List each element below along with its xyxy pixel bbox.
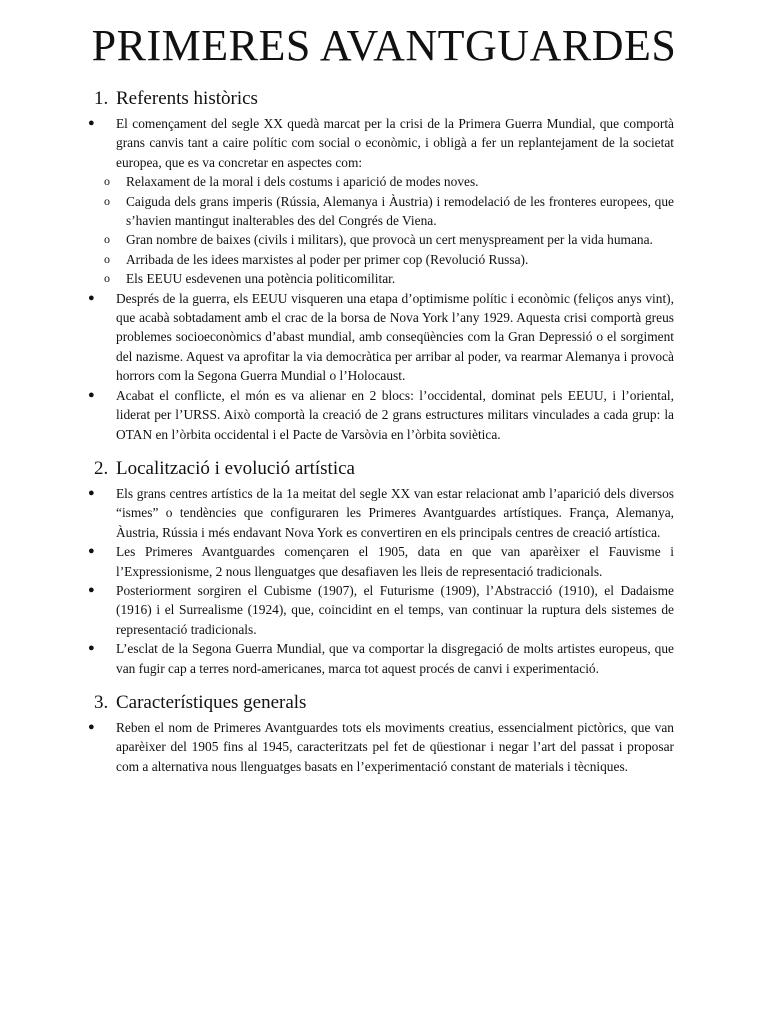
document-body [88,86,674,776]
item-text: El començament del segle XX quedà marcat per la crisi de la Primera Guerra Mundial, que comportà grans canvis tant a caire polític com social o econòmic, i obligà a fer un replantejament de la societat europea, que es va concretar en aspectes com: [116,116,674,170]
bullet-icon: ● [88,291,95,304]
circle-bullet-icon: o [104,232,110,247]
section-caracteristiques-generals [88,690,674,776]
bullet-icon: ● [88,642,95,655]
bullet-icon: ● [88,583,95,596]
list-item [88,718,674,776]
bullet-list [88,484,674,678]
bullet-icon: ● [88,388,95,401]
sub-item-text: Els EEUU esdevenen una potència politicomilitar. [126,271,396,287]
item-text: L’esclat de la Segona Guerra Mundial, que va comportar la disgregació de molts artistes europeus, que van fugir cap a terres nord-americanes, marca tot aquest procés de canvi i experimentació. [116,641,674,676]
bullet-icon: ● [88,117,95,129]
circle-bullet-icon: o [104,174,110,189]
document-title: PRIMERES AVANTGUARDES [91,21,677,70]
section-title: Referents històrics [116,88,258,109]
sub-item-text: Caiguda dels grans imperis (Rússia, Alemanya i Àustria) i remodelació de les fronteres europees, que s’havien mantingut inalterables des del Congrés de Viena. [126,193,674,229]
bullet-icon: ● [88,545,95,558]
list-item [88,114,674,289]
section-number: 3. [94,691,109,713]
list-item [88,542,674,581]
list-item [88,581,674,639]
item-text: Els grans centres artístics de la 1a meitat del segle XX van estar relacionat amb l’aparició dels diversos “ismes” o tendències que configuraren les Primeres Avantguardes artístiques. França, Alemanya, Àustria, Rússia i més endavant Nova York es convertiren en els principals centres de creació artística. [116,485,674,540]
sub-item-text: Relaxament de la moral i dels costums i aparició de modes noves. [126,174,479,190]
section-number: 1. [94,88,109,109]
bullet-icon: ● [88,486,95,499]
list-item [88,484,674,542]
item-text: Reben el nom de Primeres Avantguardes tots els moviments creatius, essencialment pictòrics, que van aparèixer del 1905 fins al 1945, caracteritzats pel fet de qüestionar i negar l’art del passat i proposar com a alternativa nous llenguatges basats en l’experimentació constant de materials i tècniques. [116,719,674,774]
sub-list-item [88,172,674,191]
section-title: Característiques generals [116,691,307,713]
section-heading [94,690,674,716]
list-item [88,639,674,678]
sub-list-item [88,192,674,231]
sub-item-text: Gran nombre de baixes (civils i militars), que provocà un cert menyspreament per la vida humana. [126,232,653,248]
sub-list-item [88,269,674,288]
item-text: Després de la guerra, els EEUU visqueren una etapa d’optimisme polític i econòmic (feliços anys vint), que acabà sobtadament amb el crac de la borsa de Nova York l’any 1929. Aquesta crisi comportà greus problemes socioeconòmics d’abast mundial, amb conseqüències com la Gran Depressió o el sorgiment del nazisme. Aquest va aprofitar la via democràtica per arribar al poder, va rearmar Alemanya i provocà horrors com la Segona Guerra Mundial o l’Holocaust. [116,290,674,384]
list-item [88,386,674,444]
item-text: Posteriorment sorgiren el Cubisme (1907), el Futurisme (1909), l’Abstracció (1910), el Dadaisme (1916) i el Surrealisme (1924), que, coincidint en el temps, van continuar la ruptura dels sistemes de representació tradicionals. [116,582,674,637]
sub-list-item [88,250,674,269]
section-title: Localització i evolució artística [116,457,355,479]
item-text: Les Primeres Avantguardes començaren el 1905, data en que van aparèixer el Fauvisme i l’Expressionisme, 2 nous llenguatges que desafiaven les lleis de representació tradicionals. [116,544,674,579]
list-item [88,289,674,386]
section-localitzacio-evolucio [88,456,674,678]
section-referents-historics [88,86,674,444]
sub-item-text: Arribada de les idees marxistes al poder per primer cop (Revolució Russa). [126,251,529,267]
section-heading [94,456,674,482]
circle-bullet-icon: o [104,193,110,208]
section-heading [94,86,674,112]
section-number: 2. [94,457,109,479]
bullet-list [88,114,674,444]
sub-list-item [88,230,674,249]
circle-bullet-icon: o [104,271,110,286]
item-text: Acabat el conflicte, el món es va alienar en 2 blocs: l’occidental, dominat pels EEUU, i l’oriental, liderat per l’URSS. Això comportà la creació de 2 grans estructures militars vinculades a cada grup: la OTAN en l’òrbita occidental i el Pacte de Varsòvia en l’òrbita soviètica. [116,387,674,442]
bullet-list [88,718,674,776]
sub-bullet-list [88,172,674,288]
circle-bullet-icon: o [104,251,110,266]
bullet-icon: ● [88,720,95,733]
